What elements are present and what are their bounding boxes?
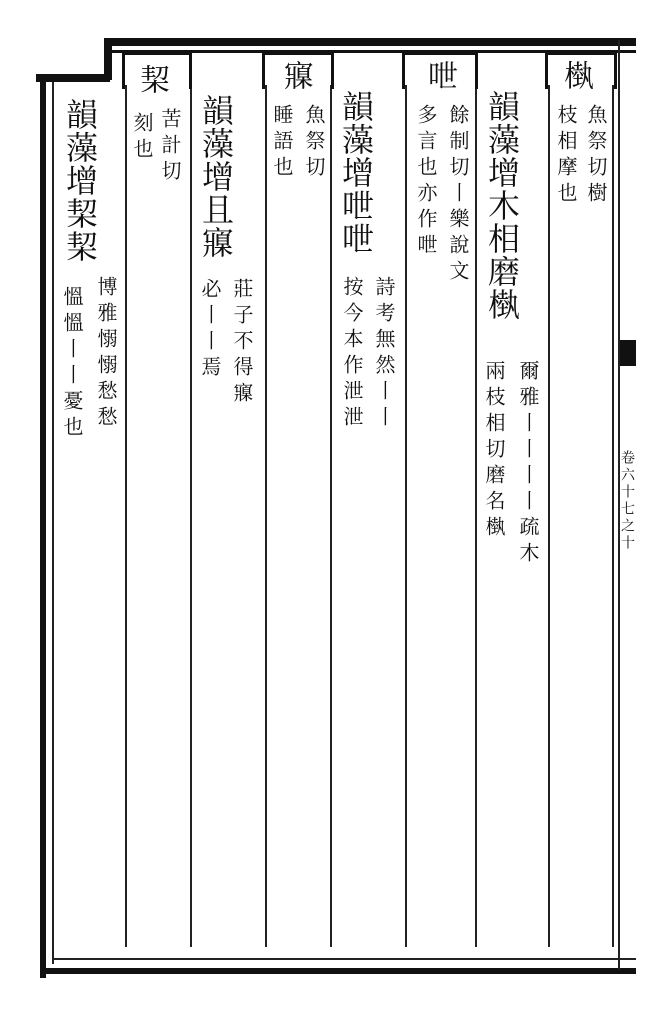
column-6-note-b: 多言也亦作呭 [414, 104, 438, 260]
column-4-head: 寱 [278, 60, 313, 92]
divider-2 [190, 85, 192, 947]
column-3-note-b: 必丨丨焉 [198, 278, 222, 382]
column-8-note-a: 魚祭切樹 [584, 104, 608, 208]
page-border-bottom [40, 968, 636, 974]
column-5-head: 韻藻增呭呭 [337, 90, 375, 255]
column-1-head: 韻藻增栔栔 [61, 98, 99, 263]
column-4-note-a: 魚祭切 [302, 104, 326, 182]
column-8-note-b: 枝相摩也 [554, 104, 578, 208]
margin-header: 卷六十七之十 [619, 450, 635, 552]
column-2-note-a: 苦計切 [158, 108, 182, 186]
page-border-inner-left [52, 82, 54, 964]
top-bar-1 [36, 74, 110, 82]
divider-5 [405, 85, 407, 947]
divider-8 [612, 85, 614, 947]
page-border-inner-bottom [52, 958, 636, 960]
column-6-head: 呭 [422, 60, 457, 92]
divider-4 [330, 85, 332, 947]
divider-7 [548, 85, 550, 947]
column-4-note-b: 睡語也 [270, 104, 294, 182]
column-5-note-a: 詩考無然丨丨 [372, 276, 396, 432]
top-bar-2 [104, 40, 112, 80]
column-6-note-a: 餘制切丨樂說文 [446, 104, 470, 286]
column-3-note-a: 莊子不得寱 [230, 278, 254, 408]
column-2-note-b: 刻也 [130, 112, 154, 164]
column-7-head: 韻藻增木相磨槸 [483, 90, 521, 321]
column-5-note-b: 按今本作泄泄 [340, 276, 364, 432]
column-2-head: 栔 [134, 64, 169, 96]
page-border-left [40, 78, 46, 978]
divider-3 [265, 85, 267, 947]
right-margin-block [620, 340, 636, 366]
column-7-note-a: 爾雅丨丨丨丨疏木 [516, 360, 540, 568]
column-1-note-a: 博雅愵愵愁愁 [94, 276, 118, 432]
top-bar-3 [104, 38, 636, 46]
column-3-head: 韻藻增且寱 [197, 94, 235, 259]
divider-6 [475, 85, 477, 947]
divider-1 [125, 85, 127, 947]
column-8-head: 槸 [558, 60, 593, 92]
column-7-note-b: 兩枝相切磨名槸 [482, 360, 506, 542]
column-1-note-b: 慍慍丨丨憂也 [60, 286, 84, 442]
